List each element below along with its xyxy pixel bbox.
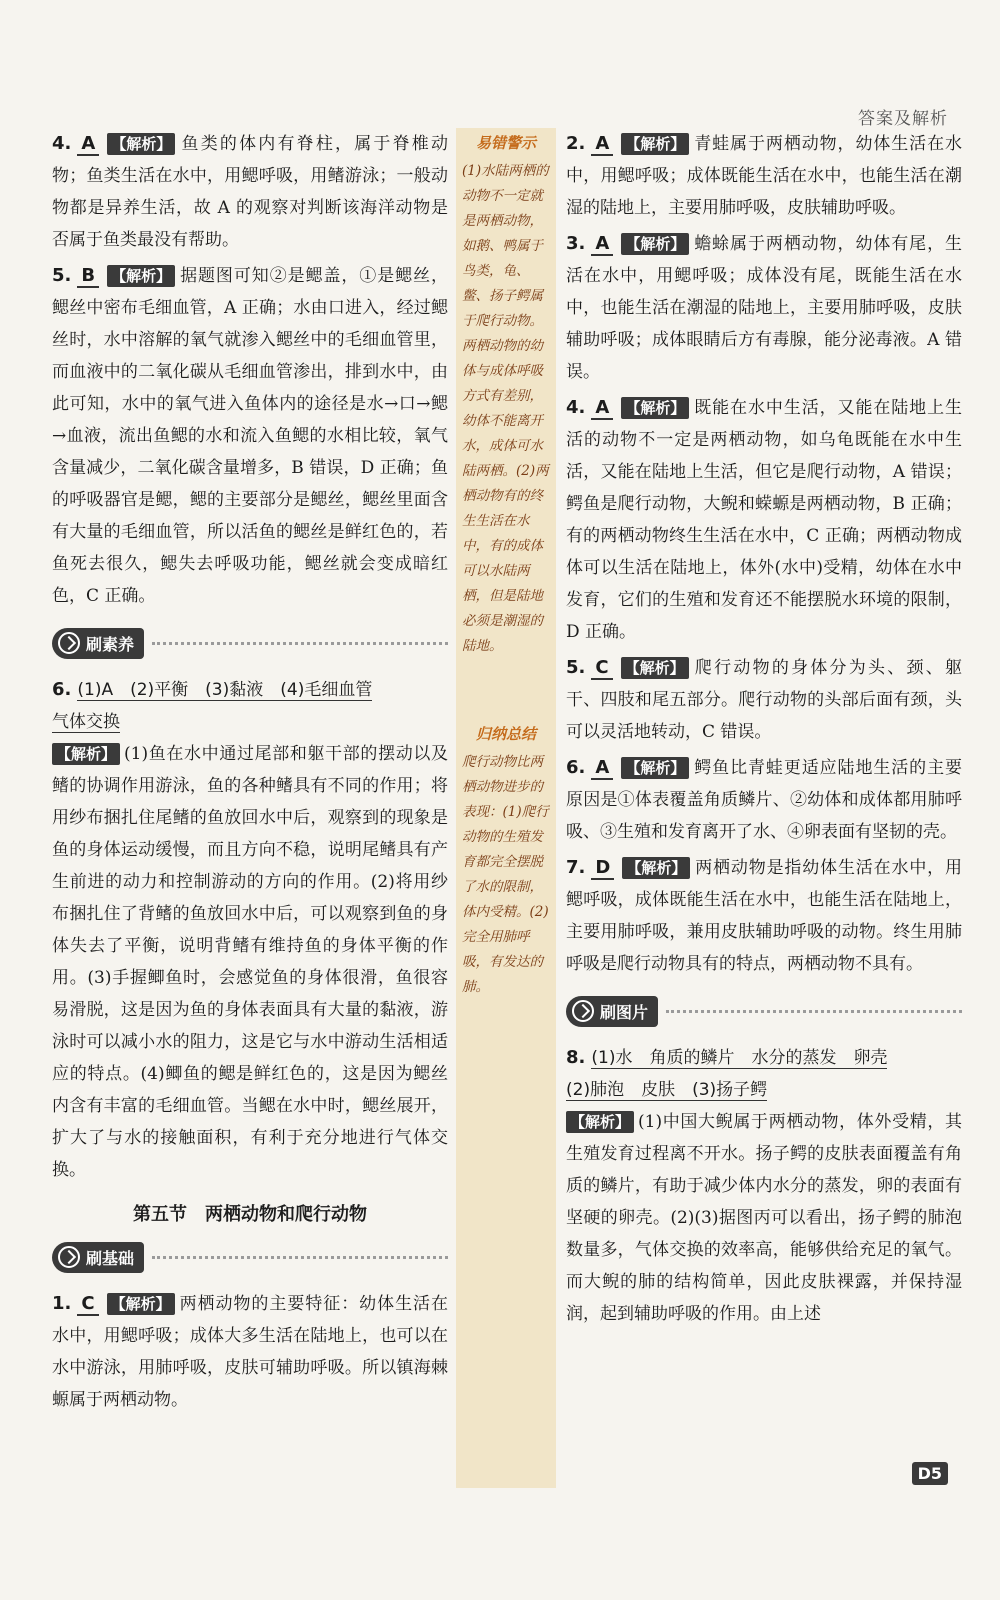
analysis-text: (1)中国大鲵属于两栖动物，体外受精，其生殖发育过程离不开水。扬子鳄的皮肤表面覆盖有角质的鳞片，有助于减少体内水分的蒸发，卵的表面有坚硬的卵壳。(2)(3)据图丙可以看出，扬子鳄的肺泡数量多，气体交换的效率高，能够供给充足的氧气。而大鲵的肺的结构简单，因此皮肤裸露，并保持湿润，起到辅助呼吸的作用。由上述 [566,1112,962,1324]
answer-letter: A [77,133,99,156]
answer-item [52,128,448,256]
page-header-title: 答案及解析 [858,109,948,129]
analysis-tag: 【 解析 】 [621,397,689,419]
banner-label: 刷基础 [86,1248,135,1268]
check-circle-icon [58,632,80,654]
question-number: 6. [566,757,586,778]
analysis-tag: 【 解析 】 [52,743,120,765]
question-number: 8. [566,1047,586,1068]
question-number: 5. [566,657,586,678]
question-number: 7. [566,857,586,878]
analysis-tag: 【 解析 】 [107,133,175,155]
banner-label: 刷图片 [600,1002,649,1022]
section-banner [52,1240,448,1274]
section-banner [566,994,962,1028]
question-number: 5. [52,265,72,286]
analysis-tag: 【 解析 】 [621,233,689,255]
banner-divider [152,642,448,645]
question-number: 2. [566,133,586,154]
tip-title: 易错警示 [475,134,536,152]
tip-title: 归纳总结 [475,725,536,743]
check-circle-icon [572,1000,594,1022]
answer-letter: B [77,265,99,288]
answer-letter: C [77,1293,98,1316]
banner-divider [152,1256,448,1259]
analysis-tag: 【 解析 】 [566,1111,634,1133]
question-number: 6. [52,679,72,700]
banner-divider [666,1010,962,1013]
answer-item [566,752,962,848]
page-number: D5 [912,1462,948,1485]
answer-item [566,1042,962,1330]
fill-answer: (1)A (2)平衡 (3)黏液 (4)毛细血管 [77,680,373,700]
analysis-tag: 【 解析 】 [622,857,690,879]
answer-item [566,652,962,748]
answer-item [566,852,962,980]
tip-body: 爬行动物比两栖动物进步的表现：(1)爬行动物的生殖发育都完全摆脱了水的限制，体内受精。(2)完全用肺呼吸，有发达的肺。 [462,754,549,995]
analysis-tag: 【 解析 】 [107,265,175,287]
answer-item [52,1288,448,1416]
answer-letter: A [591,233,613,256]
analysis-text: 鱼类的体内有脊柱，属于脊椎动物；鱼类生活在水中，用鳃呼吸，用鳍游泳；一般动物都是异养生活，故 A 的观察对判断该海洋动物是否属于鱼类最没有帮助。 [52,134,448,250]
answer-letter: C [591,657,612,680]
banner-pill [52,628,144,659]
question-number: 1. [52,1293,72,1314]
question-number: 3. [566,233,586,254]
section-banner [52,626,448,660]
answer-item [52,260,448,612]
banner-pill [566,996,658,1027]
answer-letter: A [591,397,613,420]
section-title: 第五节 两栖动物和爬行动物 [133,1204,367,1225]
analysis-tag: 【 解析 】 [621,133,689,155]
answer-item [566,392,962,648]
question-number: 4. [566,397,586,418]
analysis-text: 青蛙属于两栖动物，幼体生活在水中，用鳃呼吸；成体既能生活在水中，也能生活在潮湿的陆地上，主要用肺呼吸，皮肤辅助呼吸。 [566,134,962,218]
check-circle-icon [58,1246,80,1268]
right-column [566,128,962,1334]
analysis-text: 两栖动物是指幼体生活在水中，用鳃呼吸，成体既能生活在水中，也能生活在陆地上，主要用肺呼吸，兼用皮肤辅助呼吸的动物。终生用肺呼吸是爬行动物具有的特点，两栖动物不具有。 [566,858,962,974]
analysis-text: 蟾蜍属于两栖动物，幼体有尾，生活在水中，用鳃呼吸；成体没有尾，既能生活在水中，也能生活在潮湿的陆地上，主要用肺呼吸，皮肤辅助呼吸；成体眼睛后方有毒腺，能分泌毒液。A 错误。 [566,234,962,382]
answer-letter: A [591,133,613,156]
answer-item [52,674,448,1186]
analysis-text: (1)鱼在水中通过尾部和躯干部的摆动以及鳍的协调作用游泳，鱼的各种鳍具有不同的作用；将用纱布捆扎住尾鳍的鱼放回水中后，观察到的现象是鱼的身体运动缓慢，而且方向不稳，说明尾鳍具有产生前进的动力和控制游动的方向的作用。(2)将用纱布捆扎住了背鳍的鱼放回水中后，可以观察到鱼的身体失去了平衡，说明背鳍有维持鱼的身体平衡的作用。(3)手握鲫鱼时，会感觉鱼的身体很滑，鱼很容易滑脱，这是因为鱼的身体表面具有大量的黏液，游泳时可以减小水的阻力，这是它与水中游动生活相适应的特点。(4)鲫鱼的鳃是鲜红色的，这是因为鳃丝内含有丰富的毛细血管。当鳃在水中时，鳃丝展开，扩大了与水的接触面积，有利于充分地进行气体交换。 [52,744,448,1180]
answer-item [566,128,962,224]
answer-letter: A [591,757,613,780]
analysis-tag: 【 解析 】 [621,757,689,779]
banner-pill [52,1242,144,1273]
analysis-text: 鳄鱼比青蛙更适应陆地生活的主要原因是①体表覆盖角质鳞片、②幼体和成体都用肺呼吸、③生殖和发育离开了水、④卵表面有坚韧的壳。 [566,758,962,842]
banner-label: 刷素养 [86,634,135,654]
left-column [52,128,448,1420]
question-number: 4. [52,133,72,154]
tips-column [456,128,556,1488]
analysis-text: 爬行动物的身体分为头、颈、躯干、四肢和尾五部分。爬行动物的头部后面有颈，头可以灵活地转动，C 错误。 [566,658,962,742]
analysis-tag: 【 解析 】 [107,1293,175,1315]
answer-letter: D [591,857,614,880]
fill-answer: 气体交换 [52,712,120,732]
analysis-text: 据题图可知②是鳃盖，①是鳃丝，鳃丝中密布毛细血管，A 正确；水由口进入，经过鳃丝时，水中溶解的氧气就渗入鳃丝中的毛细血管里，而血液中的二氧化碳从毛细血管渗出，排到水中，由此可知，水中的氧气进入鱼体内的途径是水→口→鳃→血液，流出鱼鳃的水和流入鱼鳃的水相比较，氧气含量减少，二氧化碳含量增多，B 错误，D 正确；鱼的呼吸器官是鳃，鳃的主要部分是鳃丝，鳃丝里面含有大量的毛细血管，所以活鱼的鳃丝是鲜红色的，若鱼死去很久，鳃失去呼吸功能，鳃丝就会变成暗红色，C 正确。 [52,266,448,606]
fill-answer: (2)肺泡 皮肤 (3)扬子鳄 [566,1080,768,1100]
analysis-text: 既能在水中生活，又能在陆地上生活的动物不一定是两栖动物，如乌龟既能在水中生活，又能在陆地上生活，但它是爬行动物，A 错误；鳄鱼是爬行动物，大鲵和蝾螈是两栖动物，B 正确；有的两栖动物终生生活在水中，C 正确；两栖动物成体可以生活在陆地上，体外(水中)受精，幼体在水中发育，它们的生殖和发育还不能摆脱水环境的限制，D 正确。 [566,398,962,642]
analysis-tag: 【 解析 】 [621,657,689,679]
fill-answer: (1)水 角质的鳞片 水分的蒸发 卵壳 [591,1048,888,1068]
answer-item [566,228,962,388]
tip-body: (1)水陆两栖的动物不一定就是两栖动物，如鹅、鸭属于鸟类，龟、鳖、扬子鳄属于爬行动物。两栖动物的幼体与成体呼吸方式有差别，幼体不能离开水，成体可水陆两栖。(2)两栖动物有的终生生活在水中，有的成体可以水陆两栖，但是陆地必须是潮湿的陆地。 [462,163,549,654]
analysis-text: 两栖动物的主要特征：幼体生活在水中，用鳃呼吸；成体大多生活在陆地上，也可以在水中游泳，用肺呼吸，皮肤可辅助呼吸。所以镇海棘螈属于两栖动物。 [52,1294,448,1410]
